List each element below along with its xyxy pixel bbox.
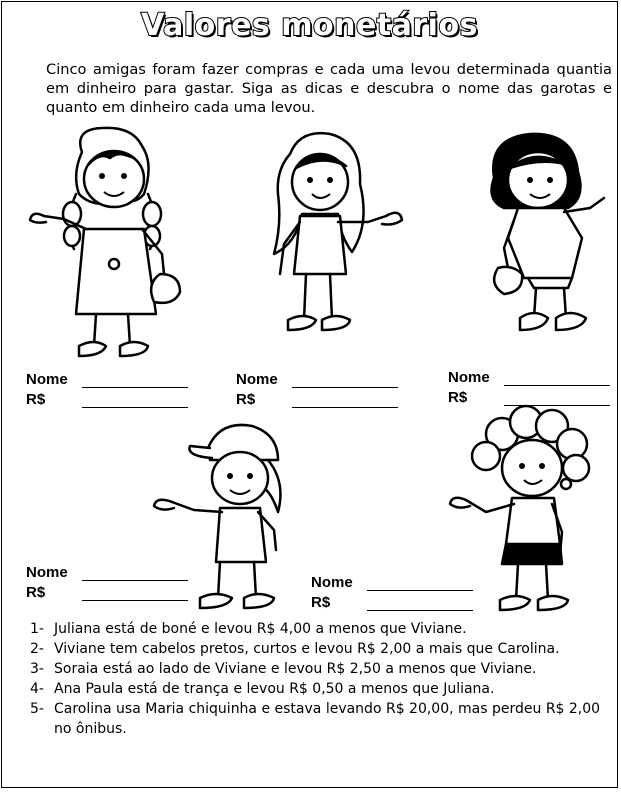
name-label: Nome (311, 574, 353, 591)
girl-black-hair-illustration (464, 128, 614, 348)
money-answer-line[interactable] (82, 393, 188, 408)
clue-text: Viviane tem cabelos pretos, curtos e levou R$ 2,00 a mais que Carolina. (54, 641, 560, 657)
clues-list (30, 619, 614, 739)
name-answer-line[interactable] (292, 373, 398, 388)
girl-braids-illustration (24, 124, 194, 364)
clue-text: Ana Paula está de trança e levou R$ 0,50 a menos que Juliana. (54, 681, 495, 697)
worksheet-page (1, 1, 618, 788)
clue-item (30, 679, 614, 699)
name-answer-line[interactable] (367, 576, 473, 591)
clue-text: Carolina usa Maria chiquinha e estava levando R$ 20,00, mas perdeu R$ 2,00 no ônibus. (54, 701, 601, 737)
clue-number: 2- (30, 641, 44, 657)
answer-blank-5 (311, 571, 473, 611)
clue-item (30, 619, 614, 639)
page-title: Valores monetários (141, 8, 478, 43)
money-answer-line[interactable] (292, 393, 398, 408)
money-label: R$ (26, 584, 46, 601)
money-answer-line[interactable] (367, 596, 473, 611)
money-label: R$ (26, 391, 46, 408)
clue-number: 3- (30, 661, 44, 677)
name-label: Nome (448, 369, 490, 386)
answer-blank-4 (26, 561, 188, 601)
name-label: Nome (236, 371, 278, 388)
money-label: R$ (311, 594, 331, 611)
intro-text: Cinco amigas foram fazer compras e cada uma levou determinada quantia em dinheiro para gastar. Siga as dicas e descubra o nome das garotas e quanto em dinheiro cada uma levou. (46, 61, 612, 116)
money-label: R$ (236, 391, 256, 408)
clue-item (30, 699, 614, 739)
clue-text: Juliana está de boné e levou R$ 4,00 a menos que Viviane. (54, 621, 467, 637)
clue-number: 4- (30, 681, 44, 697)
money-answer-line[interactable] (82, 586, 188, 601)
name-answer-line[interactable] (504, 371, 610, 386)
name-label: Nome (26, 564, 68, 581)
answer-blank-2 (236, 368, 398, 408)
name-answer-line[interactable] (82, 373, 188, 388)
clue-item (30, 639, 614, 659)
girl-long-hair-illustration (230, 124, 410, 344)
answer-blank-1 (26, 368, 188, 408)
clue-number: 1- (30, 621, 44, 637)
answer-blank-3 (448, 366, 610, 406)
clue-text: Soraia está ao lado de Viviane e levou R$ 2,50 a menos que Viviane. (54, 661, 537, 677)
clue-item (30, 659, 614, 679)
clue-number: 5- (30, 701, 44, 717)
money-label: R$ (448, 389, 468, 406)
name-answer-line[interactable] (82, 566, 188, 581)
name-label: Nome (26, 371, 68, 388)
